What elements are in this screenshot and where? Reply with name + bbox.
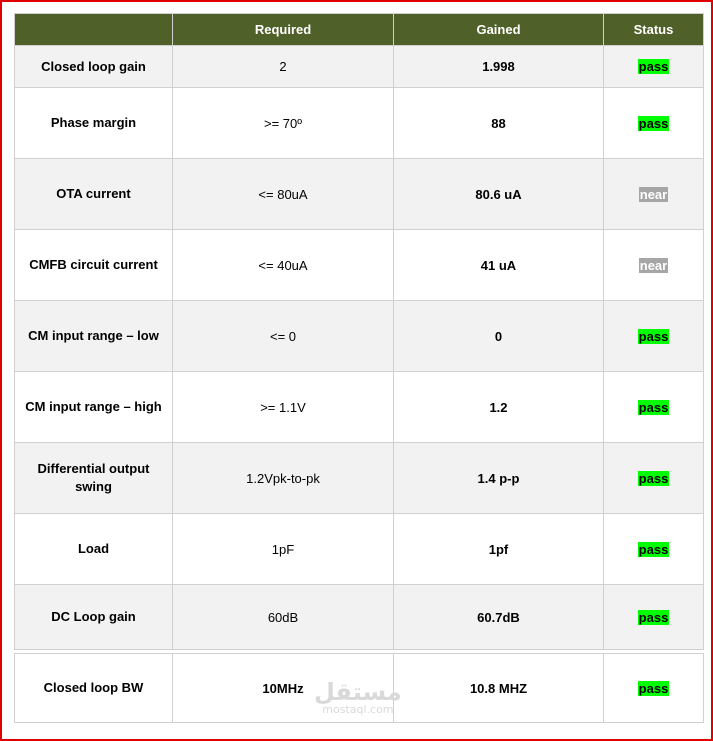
required-cell: 1pF: [173, 514, 394, 585]
header-row: [15, 14, 704, 46]
status-cell: [604, 88, 704, 159]
parameter-cell: Closed loop BW: [15, 654, 173, 723]
table-row: [15, 443, 704, 514]
required-cell: 60dB: [173, 585, 394, 650]
table-row: [15, 46, 704, 88]
table-row: [15, 514, 704, 585]
gained-cell: 60.7dB: [394, 585, 604, 650]
status-cell: [604, 230, 704, 301]
gained-cell: 1.4 p-p: [394, 443, 604, 514]
status-badge: pass: [638, 541, 669, 557]
required-cell: <= 0: [173, 301, 394, 372]
parameter-cell: Phase margin: [15, 88, 173, 159]
table-row: [15, 372, 704, 443]
status-cell: [604, 159, 704, 230]
required-cell: 10MHz: [173, 654, 394, 723]
watermark-arabic: مستقل: [314, 678, 402, 706]
status-cell: [604, 514, 704, 585]
status-badge: pass: [638, 470, 669, 486]
parameter-cell: Load: [15, 514, 173, 585]
gained-cell: 88: [394, 88, 604, 159]
status-cell: [604, 372, 704, 443]
status-cell: [604, 46, 704, 88]
table-row: [15, 301, 704, 372]
gained-cell: 10.8 MHZ: [394, 654, 604, 723]
status-cell: [604, 301, 704, 372]
parameter-cell: Closed loop gain: [15, 46, 173, 88]
status-badge: pass: [638, 609, 669, 625]
table-row: [15, 88, 704, 159]
required-cell: <= 80uA: [173, 159, 394, 230]
header-parameter: [15, 14, 173, 46]
status-cell: [604, 443, 704, 514]
gained-cell: 1pf: [394, 514, 604, 585]
gained-cell: 1.998: [394, 46, 604, 88]
table-row: [15, 230, 704, 301]
status-badge: near: [639, 186, 668, 202]
required-cell: <= 40uA: [173, 230, 394, 301]
parameter-cell: CM input range – high: [15, 372, 173, 443]
required-cell: >= 70º: [173, 88, 394, 159]
spec-table: [14, 13, 704, 723]
status-badge: pass: [638, 115, 669, 131]
gained-cell: 0: [394, 301, 604, 372]
parameter-cell: OTA current: [15, 159, 173, 230]
gained-cell: 1.2: [394, 372, 604, 443]
watermark-latin: mostaql.com: [322, 703, 394, 716]
status-cell: [604, 585, 704, 650]
gained-cell: 80.6 uA: [394, 159, 604, 230]
header-status: Status: [604, 14, 704, 46]
status-badge: near: [639, 257, 668, 273]
parameter-cell: DC Loop gain: [15, 585, 173, 650]
parameter-cell: CMFB circuit current: [15, 230, 173, 301]
table-row: [15, 159, 704, 230]
parameter-cell: CM input range – low: [15, 301, 173, 372]
status-badge: pass: [638, 399, 669, 415]
status-cell: [604, 654, 704, 723]
header-required: Required: [173, 14, 394, 46]
required-cell: >= 1.1V: [173, 372, 394, 443]
table-row: [15, 585, 704, 650]
required-cell: 1.2Vpk-to-pk: [173, 443, 394, 514]
status-badge: pass: [638, 680, 669, 696]
parameter-cell: Differential output swing: [15, 443, 173, 514]
gained-cell: 41 uA: [394, 230, 604, 301]
status-badge: pass: [638, 328, 669, 344]
table-row: [15, 654, 704, 723]
required-cell: 2: [173, 46, 394, 88]
status-badge: pass: [638, 59, 669, 74]
header-gained: Gained: [394, 14, 604, 46]
